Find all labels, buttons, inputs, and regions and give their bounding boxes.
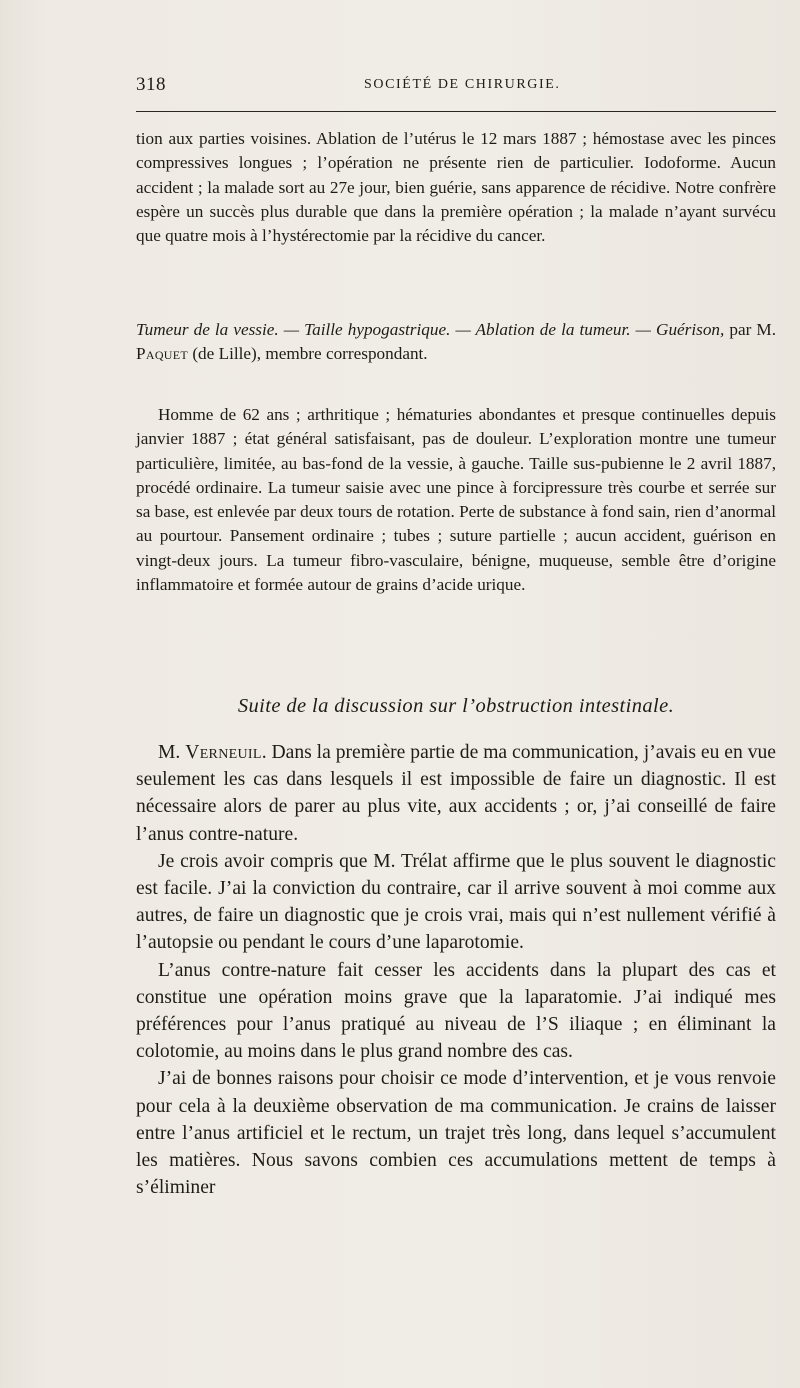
paragraph-intervention: J’ai de bonnes raisons pour choisir ce mode d’intervention, et je vous renvoie pour cela à la deuxième observation de ma communication. Je crains de laisser entre l’anus artificiel et le rectum, un trajet très long, dans lequel s’accumulent les matières. Nous savons combien ces accumulations mettent de temps à s’éliminer: [136, 1068, 776, 1199]
paragraph-text: Homme de 62 ans ; arthritique ; hématuries abondantes et presque continuelles depuis janvier 1887 ; état général satisfaisant, pas de douleur. L’exploration montre une tumeur particulière, limitée, au bas-fond de la vessie, à gauche. Taille sus-pubienne le 2 avril 1887, procédé ordinaire. La tumeur saisie avec une pince à forcipressure très courbe et serrée sur sa base, est enlevée par deux tours de rotation. Perte de substance à fond sain, rien d’anormal au pourtour. Pansement ordinaire ; tubes ; suture partielle ; aucun accident, guérison en vingt-deux jours. La tumeur fibro-vasculaire, bénigne, muqueuse, semble être d’origine inflammatoire et formée autour de grains d’acide urique.: [136, 405, 777, 595]
running-title: SOCIÉTÉ DE CHIRURGIE.: [364, 77, 561, 92]
header-rule: [136, 111, 776, 112]
case-title-italic: Tumeur de la vessie. — Taille hypogastrique. — Ablation de la tumeur. — Guérison,: [136, 320, 725, 339]
paragraph-bladder-case: [136, 403, 776, 597]
page-header: [136, 72, 776, 102]
paragraph-anus-contre-nature: L’anus contre-nature fait cesser les accidents dans la plupart des cas et constitue une opération moins grave que la laparatomie. J’ai indiqué mes préférences pour l’anus pratiqué au niveau de l’S iliaque ; en éliminant la colotomie, au moins dans le plus grand nombre des cas.: [136, 959, 776, 1063]
paragraph-case-continuation: [136, 127, 776, 248]
case-title-by: par M.: [724, 320, 776, 339]
discussion-text: [136, 739, 776, 1201]
paragraph-text: tion aux parties voisines. Ablation de l’utérus le 12 mars 1887 ; hémostase avec les pinces compressives longues ; l’opération ne présente rien de particulier. Iodoforme. Aucun accident ; la malade sort au 27e jour, bien guérie, sans apparence de récidive. Notre confrère espère un succès plus durable que dans la première opération ; la malade n’ayant survécu que quatre mois à l’hystérectomie par la récidive du cancer.: [136, 129, 776, 246]
paragraph-diagnostic: Je crois avoir compris que M. Trélat affirme que le plus souvent le diagnostic est facile. J’ai la conviction du contraire, car il arrive souvent à moi comme aux autres, de faire un diagnostic que je crois vrai, mais qui n’est nullement vérifié à l’autopsie ou pendant le cours d’une laparotomie.: [136, 850, 776, 954]
speaker-prefix: M.: [158, 742, 186, 763]
page-number: 318: [136, 74, 166, 95]
section-heading: Suite de la discussion sur l’obstruction intestinale.: [237, 695, 675, 717]
case-title: [136, 318, 776, 367]
speaker-name: Verneuil: [185, 742, 262, 763]
paragraph-verneuil: [136, 739, 776, 848]
paragraph-text: . Dans la première partie de ma communication, j’avais eu en vue seulement les cas dans lesquels il est impossible de faire un diagnostic. Il est nécessaire alors de parer au plus vite, aux accidents ; or, j’ai conseillé de faire l’anus contre-nature.: [136, 742, 776, 845]
case-title-author: Paquet: [136, 344, 189, 364]
case-title-rest: (de Lille), membre correspondant.: [188, 344, 428, 364]
